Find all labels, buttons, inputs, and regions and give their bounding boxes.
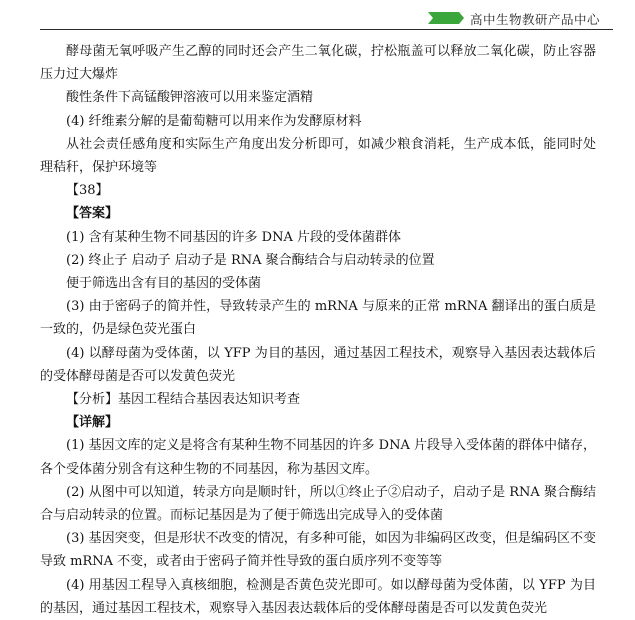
answer-3: (3) 由于密码子的简并性，导致转录产生的 mRNA 与原来的正常 mRNA 翻译出的蛋白质是一致的，仍是绿色荧光蛋白 [40,299,596,338]
explanation-3: (3) 基因突变，但是形状不改变的情况，有多种可能，如因为非编码区改变，但是编码区不变导致 mRNA 不变，或者由于密码子简并性导致的蛋白质序列不变等等 [40,531,596,570]
explanation-1: (1) 基因文库的定义是将含有某种生物不同基因的许多 DNA 片段导入受体菌的群体中储存，各个受体菌分别含有这种生物的不同基因，称为基因文库。 [40,438,596,477]
header-title: 高中生物教研产品中心 [470,12,601,27]
paragraph-alcohol-test: 酸性条件下高锰酸钾溶液可以用来鉴定酒精 [66,90,314,106]
answer-2: (2) 终止子 启动子 启动子是 RNA 聚合酶结合与启动转录的位置 [66,252,435,268]
paragraph-co2-explanation: 酵母菌无氧呼吸产生乙醇的同时还会产生二氧化碳，拧松瓶盖可以释放二氧化碳，防止容器压力过大爆炸 [40,44,596,83]
answer-heading: 【答案】 [66,206,119,222]
document-body [40,40,596,620]
green-arrow-icon [428,12,464,24]
question-number: 【38】 [66,183,109,199]
explanation-2: (2) 从图中可以知道，转录方向是顺时针，所以①终止子②启动子，启动子是 RNA 聚合酶结合与启动转录的位置。而标记基因是为了便于筛选出完成导入的受体菌 [40,484,596,524]
explanation-4: (4) 用基因工程导入真核细胞，检测是否黄色荧光即可。如以酵母菌为受体菌，以 YFP 为目的基因，通过基因工程技术，观察导入基因表达载体后的受体酵母菌是否可以发黄色荧光 [40,577,596,616]
analysis-heading: 【分析】基因工程结合基因表达知识考查 [66,392,301,408]
header-divider [40,29,613,30]
answer-2-continued: 便于筛选出含有目的基因的受体菌 [66,276,262,292]
answer-4: (4) 以酵母菌为受体菌，以 YFP 为目的基因，通过基因工程技术，观察导入基因表达载体后的受体酵母菌是否可以发黄色荧光 [40,345,596,384]
explanation-heading: 【详解】 [66,415,119,431]
paragraph-cellulose: (4) 纤维素分解的是葡萄糖可以用来作为发酵原材料 [66,113,362,129]
page-header [0,0,635,34]
paragraph-social-responsibility: 从社会责任感角度和实际生产角度出发分析即可，如减少粮食消耗，生产成本低，能同时处理秸秆，保护环境等 [40,136,596,176]
answer-1: (1) 含有某种生物不同基因的许多 DNA 片段的受体菌群体 [66,229,401,245]
